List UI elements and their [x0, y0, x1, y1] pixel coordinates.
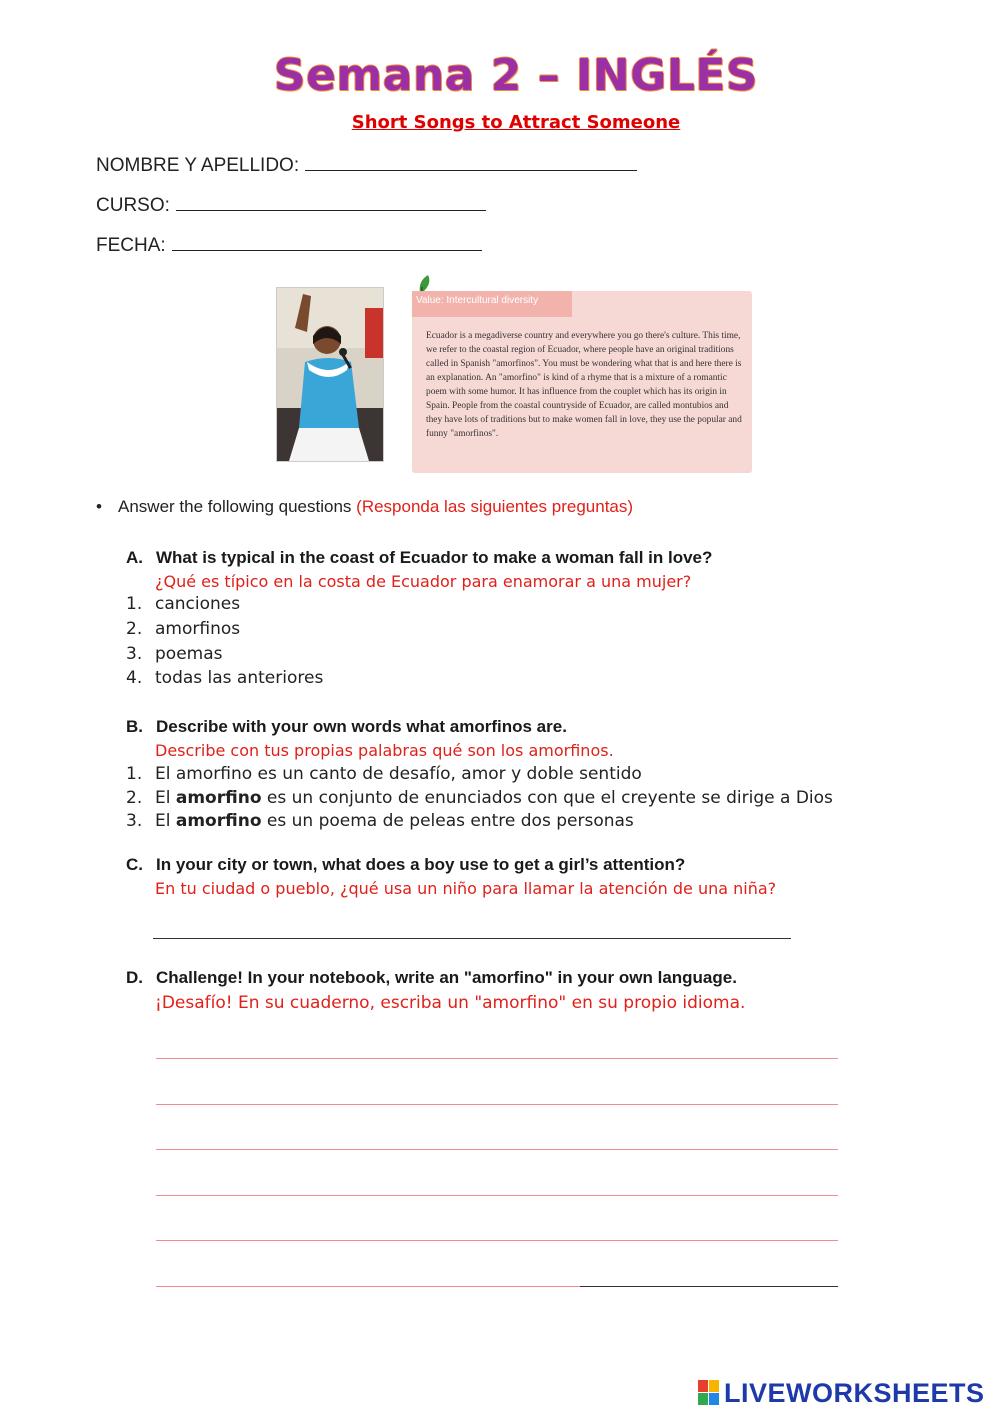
option-a1[interactable]: 1. canciones: [126, 594, 241, 614]
question-letter: B.: [126, 717, 143, 736]
write-line[interactable]: [156, 1195, 838, 1196]
singer-photo: [276, 287, 384, 462]
question-d: [126, 968, 737, 988]
option-a4[interactable]: 4. todas las anteriores: [126, 668, 324, 688]
write-line[interactable]: [156, 1286, 580, 1287]
write-line-end[interactable]: [580, 1286, 838, 1287]
question-text: What is typical in the coast of Ecuador to make a woman fall in love?: [156, 548, 713, 567]
write-line[interactable]: [156, 1240, 838, 1241]
course-field: [96, 192, 486, 217]
instruction: [96, 497, 633, 517]
question-text: Describe with your own words what amorfinos are.: [156, 717, 567, 736]
value-box-label: Value: Intercultural diversity: [416, 295, 539, 306]
option-a2[interactable]: 2. amorfinos: [126, 619, 241, 639]
option-b1[interactable]: 1. El amorfino es un canto de desafío, amor y doble sentido: [126, 764, 642, 784]
logo-text: LIVEWORKSHEETS: [724, 1378, 985, 1408]
write-line[interactable]: [156, 1058, 838, 1059]
value-box: [412, 273, 752, 473]
instruction-es: (Responda las siguientes preguntas): [356, 497, 634, 516]
write-line[interactable]: [156, 1149, 838, 1150]
question-text: In your city or town, what does a boy use to get a girl’s attention?: [156, 855, 686, 874]
answer-line-c[interactable]: [153, 938, 791, 939]
question-b-es: Describe con tus propias palabras qué son los amorfinos.: [155, 741, 614, 760]
option-a3[interactable]: 3. poemas: [126, 644, 223, 664]
question-b: [126, 717, 567, 737]
page-subtitle: Short Songs to Attract Someone: [351, 112, 681, 133]
course-field-label: CURSO:: [96, 195, 170, 216]
logo-icon: [698, 1380, 720, 1406]
question-c-es: En tu ciudad o pueblo, ¿qué usa un niño para llamar la atención de una niña?: [155, 879, 777, 898]
page-title: Semana 2 – INGLÉS: [273, 50, 759, 101]
liveworksheets-logo: [698, 1378, 985, 1409]
name-field: [96, 152, 637, 177]
date-field: [96, 232, 482, 257]
question-d-es: ¡Desafío! En su cuaderno, escriba un "amorfino" en su propio idioma.: [155, 993, 746, 1013]
instruction-en: Answer the following questions: [118, 497, 352, 516]
write-line[interactable]: [156, 1104, 838, 1105]
question-letter: D.: [126, 968, 143, 987]
question-a: [126, 548, 712, 568]
option-b3[interactable]: 3. El amorfino es un poema de peleas entre dos personas: [126, 811, 634, 831]
date-field-label: FECHA:: [96, 235, 166, 256]
bullet-icon: •: [96, 497, 102, 516]
question-letter: C.: [126, 855, 143, 874]
name-field-line[interactable]: [305, 152, 637, 171]
course-field-line[interactable]: [176, 192, 486, 211]
name-field-label: NOMBRE Y APELLIDO:: [96, 155, 300, 176]
date-field-line[interactable]: [172, 232, 482, 251]
option-b2[interactable]: 2. El amorfino es un conjunto de enunciados con que el creyente se dirige a Dios: [126, 788, 833, 808]
value-box-text: Ecuador is a megadiverse country and everywhere you go there's culture. This time, we refer to the coastal region of Ecuador, where people have an original traditions called in Spanish "amorfinos". You must be wondering what that is and here there is an explanation. An "amorfino" is kind of a rhyme that is a mixture of a romantic poem with some humor. It has influence from the couplet which has its origin in Spain. People from the coastal countryside of Ecuador, are called montubios and they have lots of traditions but to make women fall in love, they use the popular and funny "amorfinos".: [426, 331, 742, 439]
question-a-es: ¿Qué es típico en la costa de Ecuador para enamorar a una mujer?: [155, 572, 692, 591]
question-text: Challenge! In your notebook, write an "amorfino" in your own language.: [156, 968, 737, 987]
question-letter: A.: [126, 548, 143, 567]
question-c: [126, 855, 685, 875]
